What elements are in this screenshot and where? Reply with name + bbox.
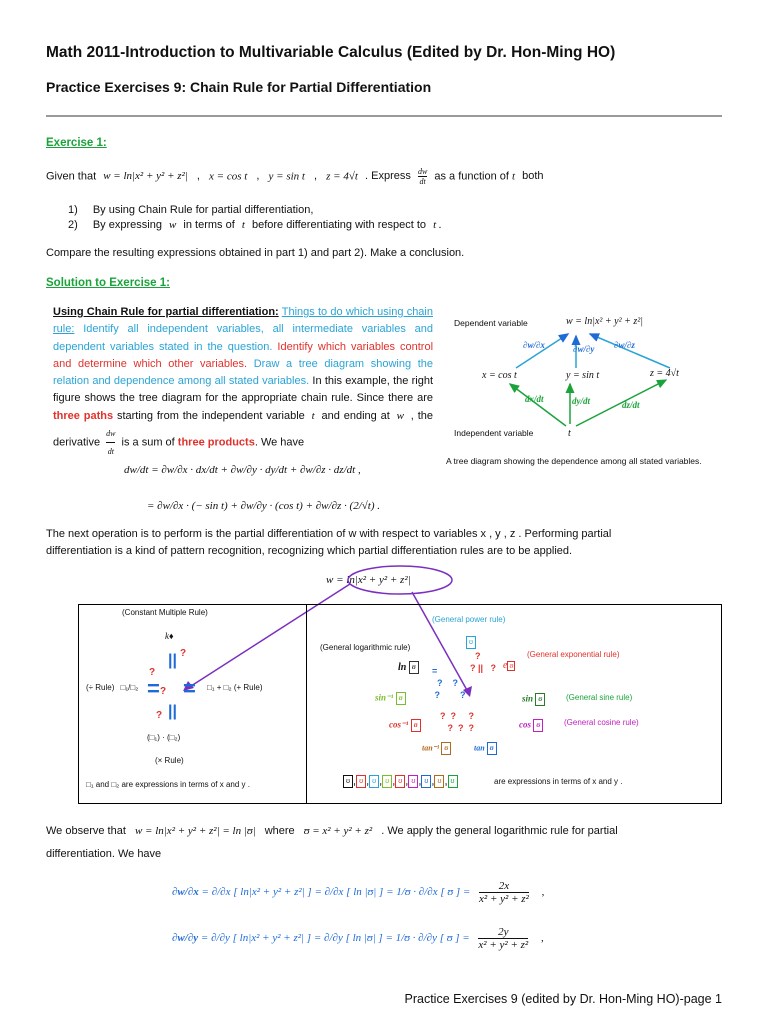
q-cluster-1: ? ? || ?	[470, 651, 497, 673]
both-label: both	[522, 170, 544, 183]
tree-y-node: y = sin t	[566, 370, 600, 381]
rules-divider	[306, 604, 307, 803]
tree-dwdx: ∂w/∂x	[523, 340, 545, 350]
tree-dydt: dy/dt	[572, 396, 590, 406]
q-cluster-3: ? ? ? ? ? ?	[440, 711, 474, 733]
general-cosine-rule: (General cosine rule)	[564, 718, 639, 727]
highlight-ellipse	[348, 566, 452, 594]
step-2: 2) By expressing w in terms of t before differentiating with respect to t .	[68, 219, 442, 231]
compare-text: Compare the resulting expressions obtained in part 1) and part 2). Make a conclusion.	[46, 247, 465, 259]
divide-rule: (÷ Rule) □₁/□₂	[86, 683, 139, 692]
identify-control: Identify which variables control and determine which other variables.	[53, 340, 434, 370]
tree-dwdy: ∂w/∂y	[573, 344, 595, 354]
product-expr: (□₁) · (□₂)	[147, 733, 181, 742]
q-cluster-2: = ? ? ? ?	[432, 666, 466, 700]
power-box: ʊ	[466, 636, 476, 649]
tree-top-node: w = ln|x² + y² + z²|	[566, 316, 643, 327]
exercise-heading: Exercise 1:	[46, 137, 107, 149]
tree-t-node: t	[568, 428, 571, 439]
step-1: 1) By using Chain Rule for partial differentiation,	[68, 204, 314, 216]
things-link[interactable]: Things to do which using chain rule:	[53, 306, 433, 336]
equals-right: =	[183, 676, 196, 701]
q-top: ?	[180, 648, 187, 659]
sin-label: sin ʊ	[522, 693, 545, 706]
exercise-set-title: Practice Exercises 9: Chain Rule for Partial Differentiation	[46, 79, 432, 95]
given-w: w = ln|x² + y² + z²|	[103, 170, 188, 183]
chain-eq-2: = ∂w/∂x · (− sin t) + ∂w/∂y · (cos t) + ∂w/∂z · (2/√t) .	[147, 500, 381, 512]
cos-inv-label: cos⁻¹ ʊ	[389, 719, 421, 732]
plus-rule: □₁ + □₂ (+ Rule)	[207, 683, 263, 692]
given-prefix: Given that	[46, 170, 97, 183]
tree-z-node: z = 4√t	[650, 368, 679, 379]
next-op-line-1: The next operation is to perform is the partial differentiation of w with respect to variables x , y , z . Performing partial	[46, 528, 612, 540]
left-note: □₁ and □₂ are expressions in terms of x and y .	[86, 780, 250, 789]
general-sine-rule: (General sine rule)	[566, 693, 633, 702]
ending-text: and ending at	[321, 409, 390, 422]
chain-eq-1: dw/dt = ∂w/∂x · dx/dt + ∂w/∂y · dy/dt + ∂w/∂z · dz/dt ,	[124, 464, 361, 476]
express-label: . Express	[365, 170, 411, 183]
sin-inv-label: sin⁻¹ ʊ	[375, 692, 406, 705]
three-paths: three paths	[53, 409, 114, 422]
as-function: as a function of	[434, 170, 509, 183]
equals-bottom: ||	[168, 703, 177, 720]
observe-line: We observe that w = ln|x² + y² + z²| = ln |ʊ| where ʊ = x² + y² + z² . We apply the general logarithmic rule for partial	[46, 825, 618, 837]
tree-dzdt: dz/dt	[622, 400, 640, 410]
tree-x-node: x = cos t	[482, 370, 517, 381]
constant-multiple-rule: (Constant Multiple Rule)	[122, 608, 208, 617]
tree-dwdz: ∂w/∂z	[614, 340, 635, 350]
tan-label: tan ʊ	[474, 742, 497, 755]
example-text: In this example, the right figure shows the tree diagram for the appropriate chain rule. Since there are	[53, 375, 434, 405]
draw-tree: Draw a tree diagram showing the relation and dependence among all stated variables.	[53, 357, 434, 388]
chain-title: Using Chain Rule for partial differentiation:	[53, 306, 279, 318]
observe-line-2: differentiation. We have	[46, 848, 162, 860]
tree-dxdt: dx/dt	[525, 394, 544, 404]
q-left: ?	[149, 667, 156, 678]
center-equation: w = ln|x² + y² + z²|	[326, 574, 411, 586]
q-bottom: ?	[156, 710, 163, 721]
independent-label: Independent variable	[454, 428, 534, 438]
identify-vars: Identify all independent variables, all intermediate variables and dependent variables stated in the question.	[53, 323, 433, 353]
solution-heading: Solution to Exercise 1:	[46, 277, 170, 289]
given-x: x = cos t	[209, 170, 248, 183]
partial-x-eq: ∂w/∂x = ∂/∂x [ ln|x² + y² + z²| ] = ∂/∂x [ ln |ʊ| ] = 1/ʊ · ∂/∂x [ ʊ ] = $\frac{2x}{\text{x² + y² + z²}}$ ,	[172, 880, 545, 905]
k-symbol: k♦	[165, 631, 174, 641]
times-rule: (× Rule)	[155, 756, 184, 765]
general-exp-rule: (General exponential rule)	[527, 650, 620, 659]
q-right: ?	[160, 686, 167, 697]
partial-y-eq: ∂w/∂y = ∂/∂y [ ln|x² + y² + z²| ] = ∂/∂y [ ln |ʊ| ] = 1/ʊ · ∂/∂y [ ʊ ] = $\frac{2y}{\text{x² + y² + z²}}$ ,	[172, 926, 544, 951]
given-line: Given that w = ln|x² + y² + z²| , x = cos t , y = sin t , z = 4√t . Express $\frac{dw}{dt}$ as a function of t both	[46, 167, 544, 186]
ln-label: ln ʊ	[398, 661, 419, 674]
page-footer: Practice Exercises 9 (edited by Dr. Hon-Ming HO)-page 1	[404, 992, 722, 1006]
dwdt-fraction: $\frac{dw}{dt}$	[417, 167, 428, 186]
cos-label: cos ʊ	[519, 719, 543, 732]
given-z: z = 4√t	[326, 170, 358, 183]
right-note: are expressions in terms of x and y .	[494, 777, 623, 786]
box-row: ʊ , ʊ , ʊ , ʊ , ʊ , ʊ , ʊ , ʊ , ʊ	[343, 775, 458, 788]
given-y: y = sin t	[268, 170, 305, 183]
dependent-label: Dependent variable	[454, 318, 528, 328]
chain-rule-paragraph: Using Chain Rule for partial differentiation: Things to do which using chain rule: Identify all independent variables, all intermediate variables and dependent variables stated in the question. Identify which variables control and determine which other variables. Draw a tree diagram showing the relation and dependence among all stated variables. In this example, the right figure shows the tree diagram for the appropriate chain rule. Since there are three paths starting from the independent variable t and ending at w , the derivative $\frac{dw}{dt}$ is a sum of three products. We have	[53, 306, 434, 457]
general-log-rule: (General logarithmic rule)	[320, 643, 411, 652]
e-label: e ʊ	[503, 660, 515, 671]
tree-caption: A tree diagram showing the dependence among all stated variables.	[446, 456, 702, 466]
equals-top: ||	[168, 652, 177, 669]
next-op-line-2: differentiation is a kind of pattern recognition, recognizing which partial differentiation rules are to be applied.	[46, 545, 573, 557]
general-power-rule: (General power rule)	[432, 615, 506, 624]
tan-inv-label: tan⁻¹ ʊ	[422, 742, 451, 755]
starting-text: starting from the independent variable	[116, 409, 305, 422]
course-title: Math 2011-Introduction to Multivariable Calculus (Edited by Dr. Hon-Ming HO)	[46, 44, 616, 61]
equals-left: =	[147, 676, 160, 701]
t-var: t	[512, 170, 516, 183]
